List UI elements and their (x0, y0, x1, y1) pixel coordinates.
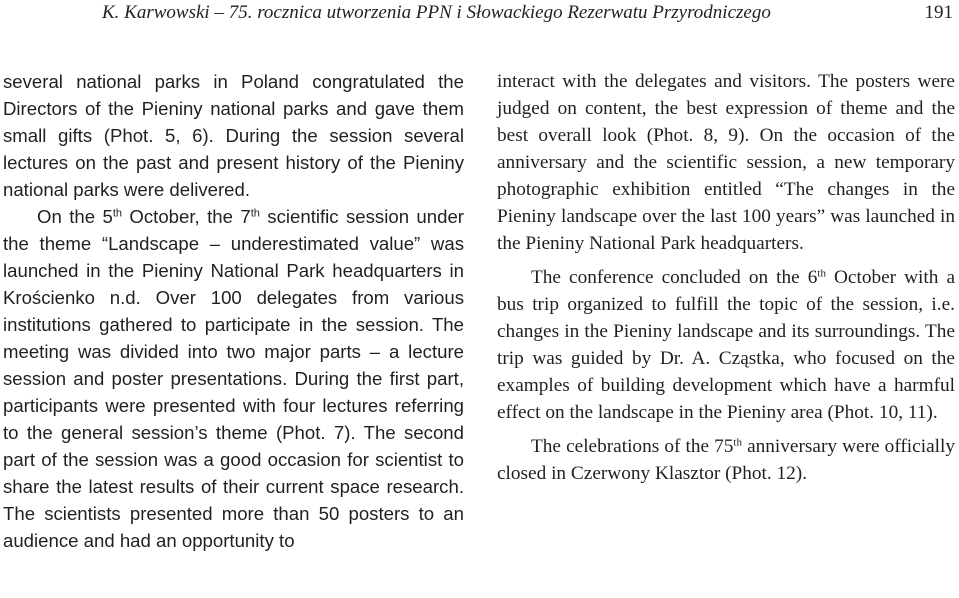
paragraph (497, 433, 955, 487)
superscript: th (817, 267, 826, 280)
running-head: K. Karwowski – 75. rocznica utworzenia PPN i Słowackiego Rezerwatu Przyrodniczego (102, 2, 771, 23)
superscript: th (733, 436, 742, 449)
text-run: October with a bus trip organized to fulfill the topic of the session, i.e. changes in the Pieniny landscape and its surroundings. The trip was guided by Dr. A. Cząstka, who focused on the examples of building development which have a harmful effect on the landscape in the Pieniny area (Phot. 10, 11). (497, 267, 955, 423)
paragraph: several national parks in Poland congratulated the Directors of the Pieniny national parks and gave them small gifts (Phot. 5, 6). During the session several lectures on the past and present history of the Pieniny national parks were delivered. (3, 71, 464, 200)
text-run: The conference concluded on the 6 (531, 267, 818, 288)
superscript: th (112, 207, 122, 220)
text-run: scientific session under the theme “Landscape – underestimated value” was launched in the Pieniny National Park headquarters in Krościenko n.d. Over 100 delegates from various institutions gathered to participate in the session. The meeting was divided into two major parts – a lecture session and poster presentations. During the first part, participants were presented with four lectures referring to the general session’s theme (Phot. 7). The second part of the session was a good occasion for scientist to share the latest results of their current space research. The scientists presented more than 50 posters to an audience and had an opportunity to (3, 206, 464, 551)
paragraph (3, 203, 464, 554)
page-header (0, 2, 959, 26)
paragraph: interact with the delegates and visitors. The posters were judged on content, the best expression of theme and the best overall look (Phot. 8, 9). On the occasion of the anniversary and the scientific session, a new temporary photographic exhibition entitled “The changes in the Pieniny landscape over the last 100 years” was launched in the Pieniny National Park headquarters. (497, 71, 955, 254)
text-run: October, the 7 (122, 206, 251, 227)
paragraph (497, 264, 955, 426)
superscript: th (250, 207, 260, 220)
left-column (3, 68, 464, 554)
text-run: On the 5 (37, 206, 113, 227)
page-number: 191 (924, 2, 953, 23)
right-column (497, 68, 955, 487)
text-run: anniversary were officially closed in Czerwony Klasztor (Phot. 12). (497, 436, 955, 484)
text-run: The celebrations of the 75 (531, 436, 734, 457)
